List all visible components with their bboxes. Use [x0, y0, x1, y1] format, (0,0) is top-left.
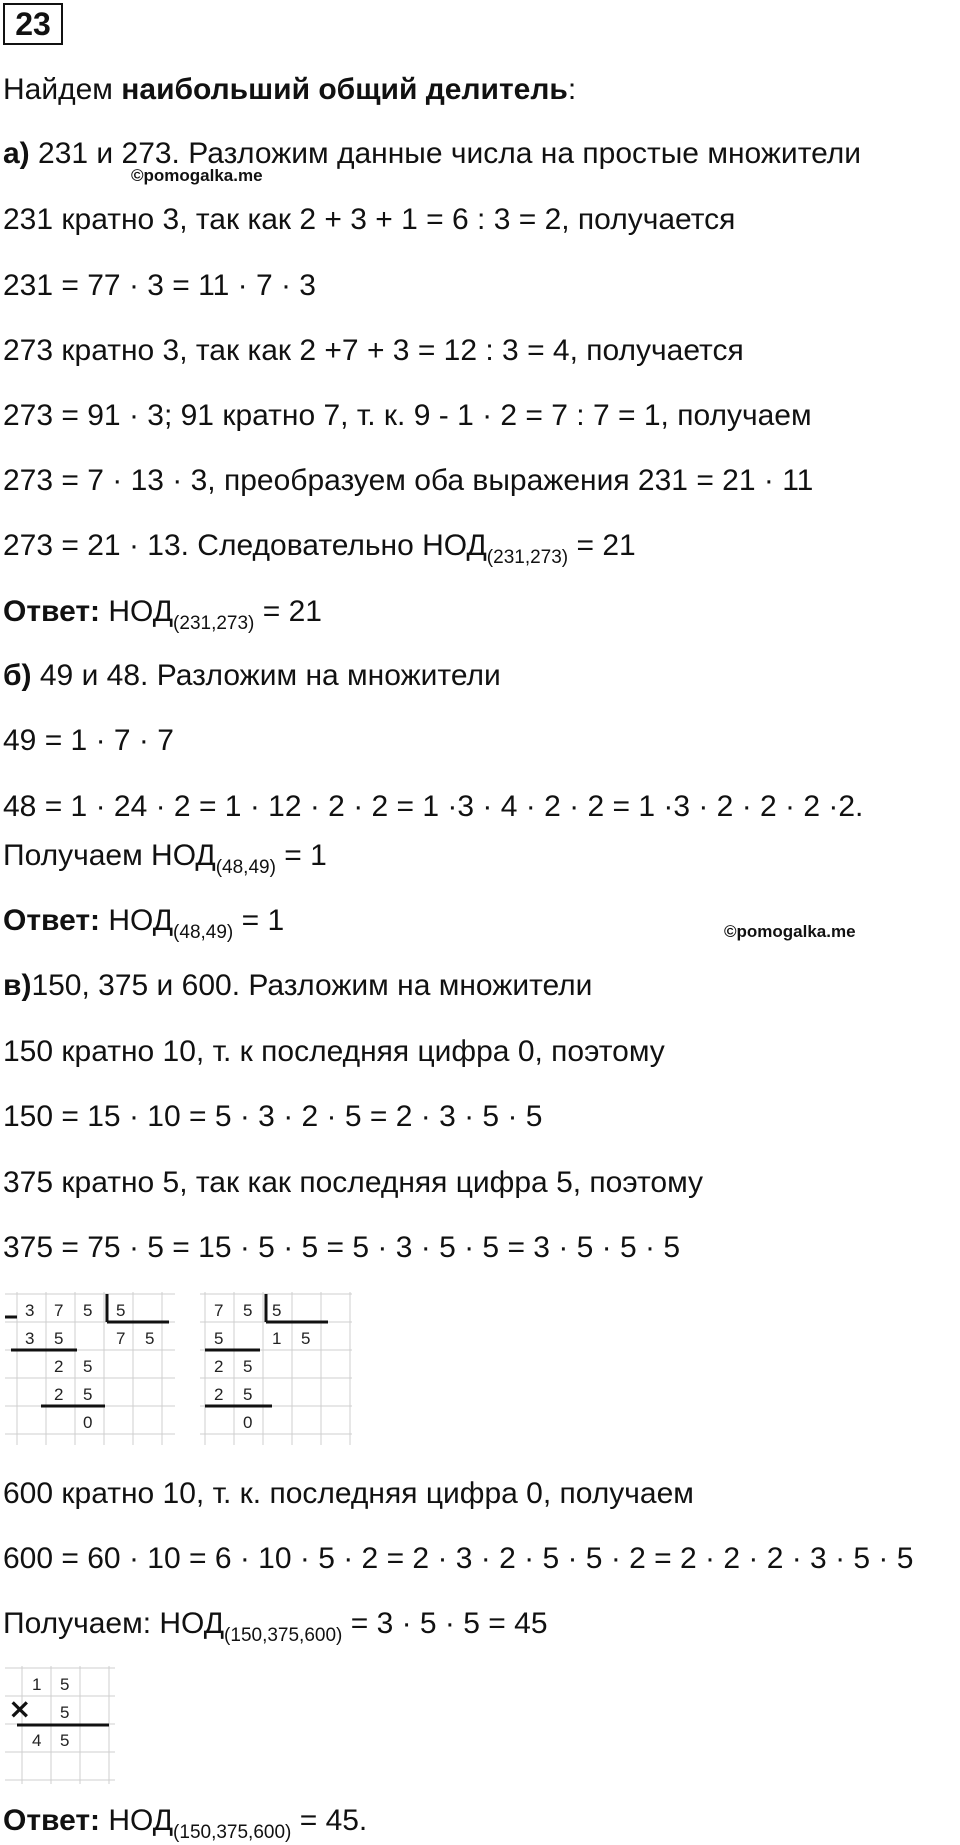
a-line-6-sub: (231,273) — [486, 547, 569, 568]
div1-dividend-0: 3 — [25, 1301, 35, 1320]
div2-rem1-1: 5 — [243, 1357, 253, 1376]
c-line-7 — [3, 1606, 548, 1646]
a-line-2: 231 = 77 · 3 = 11 · 7 · 3 — [3, 269, 316, 302]
div1-sub1-1: 5 — [54, 1329, 64, 1348]
b-label: б) — [3, 659, 32, 692]
div2-sub1: 5 — [214, 1329, 224, 1348]
c-answer — [3, 1803, 368, 1843]
a-line-1: 231 кратно 3, так как 2 + 3 + 1 = 6 : 3 = 2, получается — [3, 203, 736, 236]
a-answer-text: НОД — [100, 595, 174, 628]
div1-divisor: 5 — [116, 1301, 126, 1320]
c-line-1: 150 кратно 10, т. к последняя цифра 0, поэтому — [3, 1035, 665, 1068]
b-answer — [3, 903, 285, 943]
c-line-7-post: = 3 · 5 · 5 = 45 — [342, 1607, 548, 1640]
multiply-sign-icon: × — [8, 1692, 32, 1725]
div1-dividend-1: 7 — [54, 1301, 64, 1320]
c-line-7-text: Получаем: НОД — [3, 1607, 225, 1640]
division-75-by-5 — [200, 1292, 352, 1445]
task-number: 23 — [3, 3, 63, 45]
div1-sub2-0: 2 — [54, 1385, 64, 1404]
mult-result-0: 4 — [32, 1731, 42, 1750]
b-heading — [3, 658, 501, 694]
div2-dividend-1: 5 — [243, 1301, 253, 1320]
intro-line — [3, 72, 576, 108]
a-head: 231 и 273. Разложим данные числа на простые множители — [29, 137, 862, 170]
a-line-4: 273 = 91 · 3; 91 кратно 7, т. к. 9 - 1 · 2 = 7 : 7 = 1, получаем — [3, 399, 812, 432]
a-answer-sub: (231,273) — [173, 613, 255, 634]
b-line-3-sub: (48,49) — [215, 857, 276, 878]
div1-quotient-0: 7 — [116, 1329, 126, 1348]
a-line-6-post: = 21 — [568, 529, 636, 562]
div2-dividend-0: 7 — [214, 1301, 224, 1320]
c-answer-sub: (150,375,600) — [173, 1822, 292, 1843]
a-line-6-text: 273 = 21 · 13. Следовательно НОД — [3, 529, 487, 562]
div1-sub2-1: 5 — [83, 1385, 93, 1404]
b-line-2: 48 = 1 · 24 · 2 = 1 · 12 · 2 · 2 = 1 ·3 · 4 · 2 · 2 = 1 ·3 · 2 · 2 · 2 ·2. — [3, 790, 864, 823]
c-line-2: 150 = 15 · 10 = 5 · 3 · 2 · 5 = 2 · 3 · 5 · 5 — [3, 1100, 543, 1133]
a-line-5: 273 = 7 · 13 · 3, преобразуем оба выражения 231 = 21 · 11 — [3, 464, 814, 497]
mult-bottom: 5 — [60, 1703, 70, 1722]
div2-sub2-1: 5 — [243, 1385, 253, 1404]
a-label: а) — [3, 137, 30, 170]
c-line-5: 600 кратно 10, т. к. последняя цифра 0, получаем — [3, 1477, 694, 1510]
div2-divisor: 5 — [272, 1301, 282, 1320]
watermark-2: ©pomogalka.me — [724, 922, 856, 941]
c-line-4: 375 = 75 · 5 = 15 · 5 · 5 = 5 · 3 · 5 · 5 = 3 · 5 · 5 · 5 — [3, 1231, 681, 1264]
b-line-3 — [3, 838, 327, 878]
mult-result-1: 5 — [60, 1731, 70, 1750]
a-answer-label: Ответ: — [3, 595, 101, 628]
c-label: в) — [3, 969, 32, 1002]
intro-tail: : — [567, 73, 577, 106]
c-answer-label: Ответ: — [3, 1804, 101, 1837]
div2-rem1-0: 2 — [214, 1357, 224, 1376]
b-line-3-post: = 1 — [275, 839, 327, 872]
c-line-7-sub: (150,375,600) — [224, 1625, 343, 1646]
b-answer-label: Ответ: — [3, 904, 101, 937]
b-answer-text: НОД — [100, 904, 174, 937]
div1-sub1-0: 3 — [25, 1329, 35, 1348]
a-line-6 — [3, 528, 636, 568]
div1-rem2: 0 — [83, 1413, 93, 1432]
watermark-1: ©pomogalka.me — [131, 166, 263, 185]
div2-quotient-0: 1 — [272, 1329, 282, 1348]
div2-quotient-1: 5 — [301, 1329, 311, 1348]
b-head: 49 и 48. Разложим на множители — [31, 659, 501, 692]
div1-quotient-1: 5 — [145, 1329, 155, 1348]
a-line-3: 273 кратно 3, так как 2 +7 + 3 = 12 : 3 = 4, получается — [3, 334, 744, 367]
a-answer-post: = 21 — [254, 595, 322, 628]
div1-rem1-1: 5 — [83, 1357, 93, 1376]
a-answer — [3, 594, 322, 634]
b-answer-post: = 1 — [233, 904, 285, 937]
c-line-3: 375 кратно 5, так как последняя цифра 5, поэтому — [3, 1166, 704, 1199]
div1-dividend-2: 5 — [83, 1301, 93, 1320]
c-answer-post: = 45. — [291, 1804, 368, 1837]
b-line-3-text: Получаем НОД — [3, 839, 216, 872]
div1-rem1-0: 2 — [54, 1357, 64, 1376]
div2-sub2-0: 2 — [214, 1385, 224, 1404]
intro-bold: наибольший общий делитель — [121, 73, 568, 106]
mult-top-0: 1 — [32, 1675, 42, 1694]
b-answer-sub: (48,49) — [173, 922, 234, 943]
c-answer-text: НОД — [100, 1804, 174, 1837]
intro-text: Найдем — [3, 73, 122, 106]
division-375-by-5 — [5, 1292, 175, 1445]
c-heading — [3, 968, 592, 1004]
c-line-6: 600 = 60 · 10 = 6 · 10 · 5 · 2 = 2 · 3 · 2 · 5 · 5 · 2 = 2 · 2 · 2 · 3 · 5 · 5 — [3, 1542, 914, 1575]
div2-rem2: 0 — [243, 1413, 253, 1432]
b-line-1: 49 = 1 · 7 · 7 — [3, 724, 174, 757]
multiplication-15-by-3 — [5, 1666, 115, 1784]
mult-top-1: 5 — [60, 1675, 70, 1694]
c-head: 150, 375 и 600. Разложим на множители — [31, 969, 593, 1002]
